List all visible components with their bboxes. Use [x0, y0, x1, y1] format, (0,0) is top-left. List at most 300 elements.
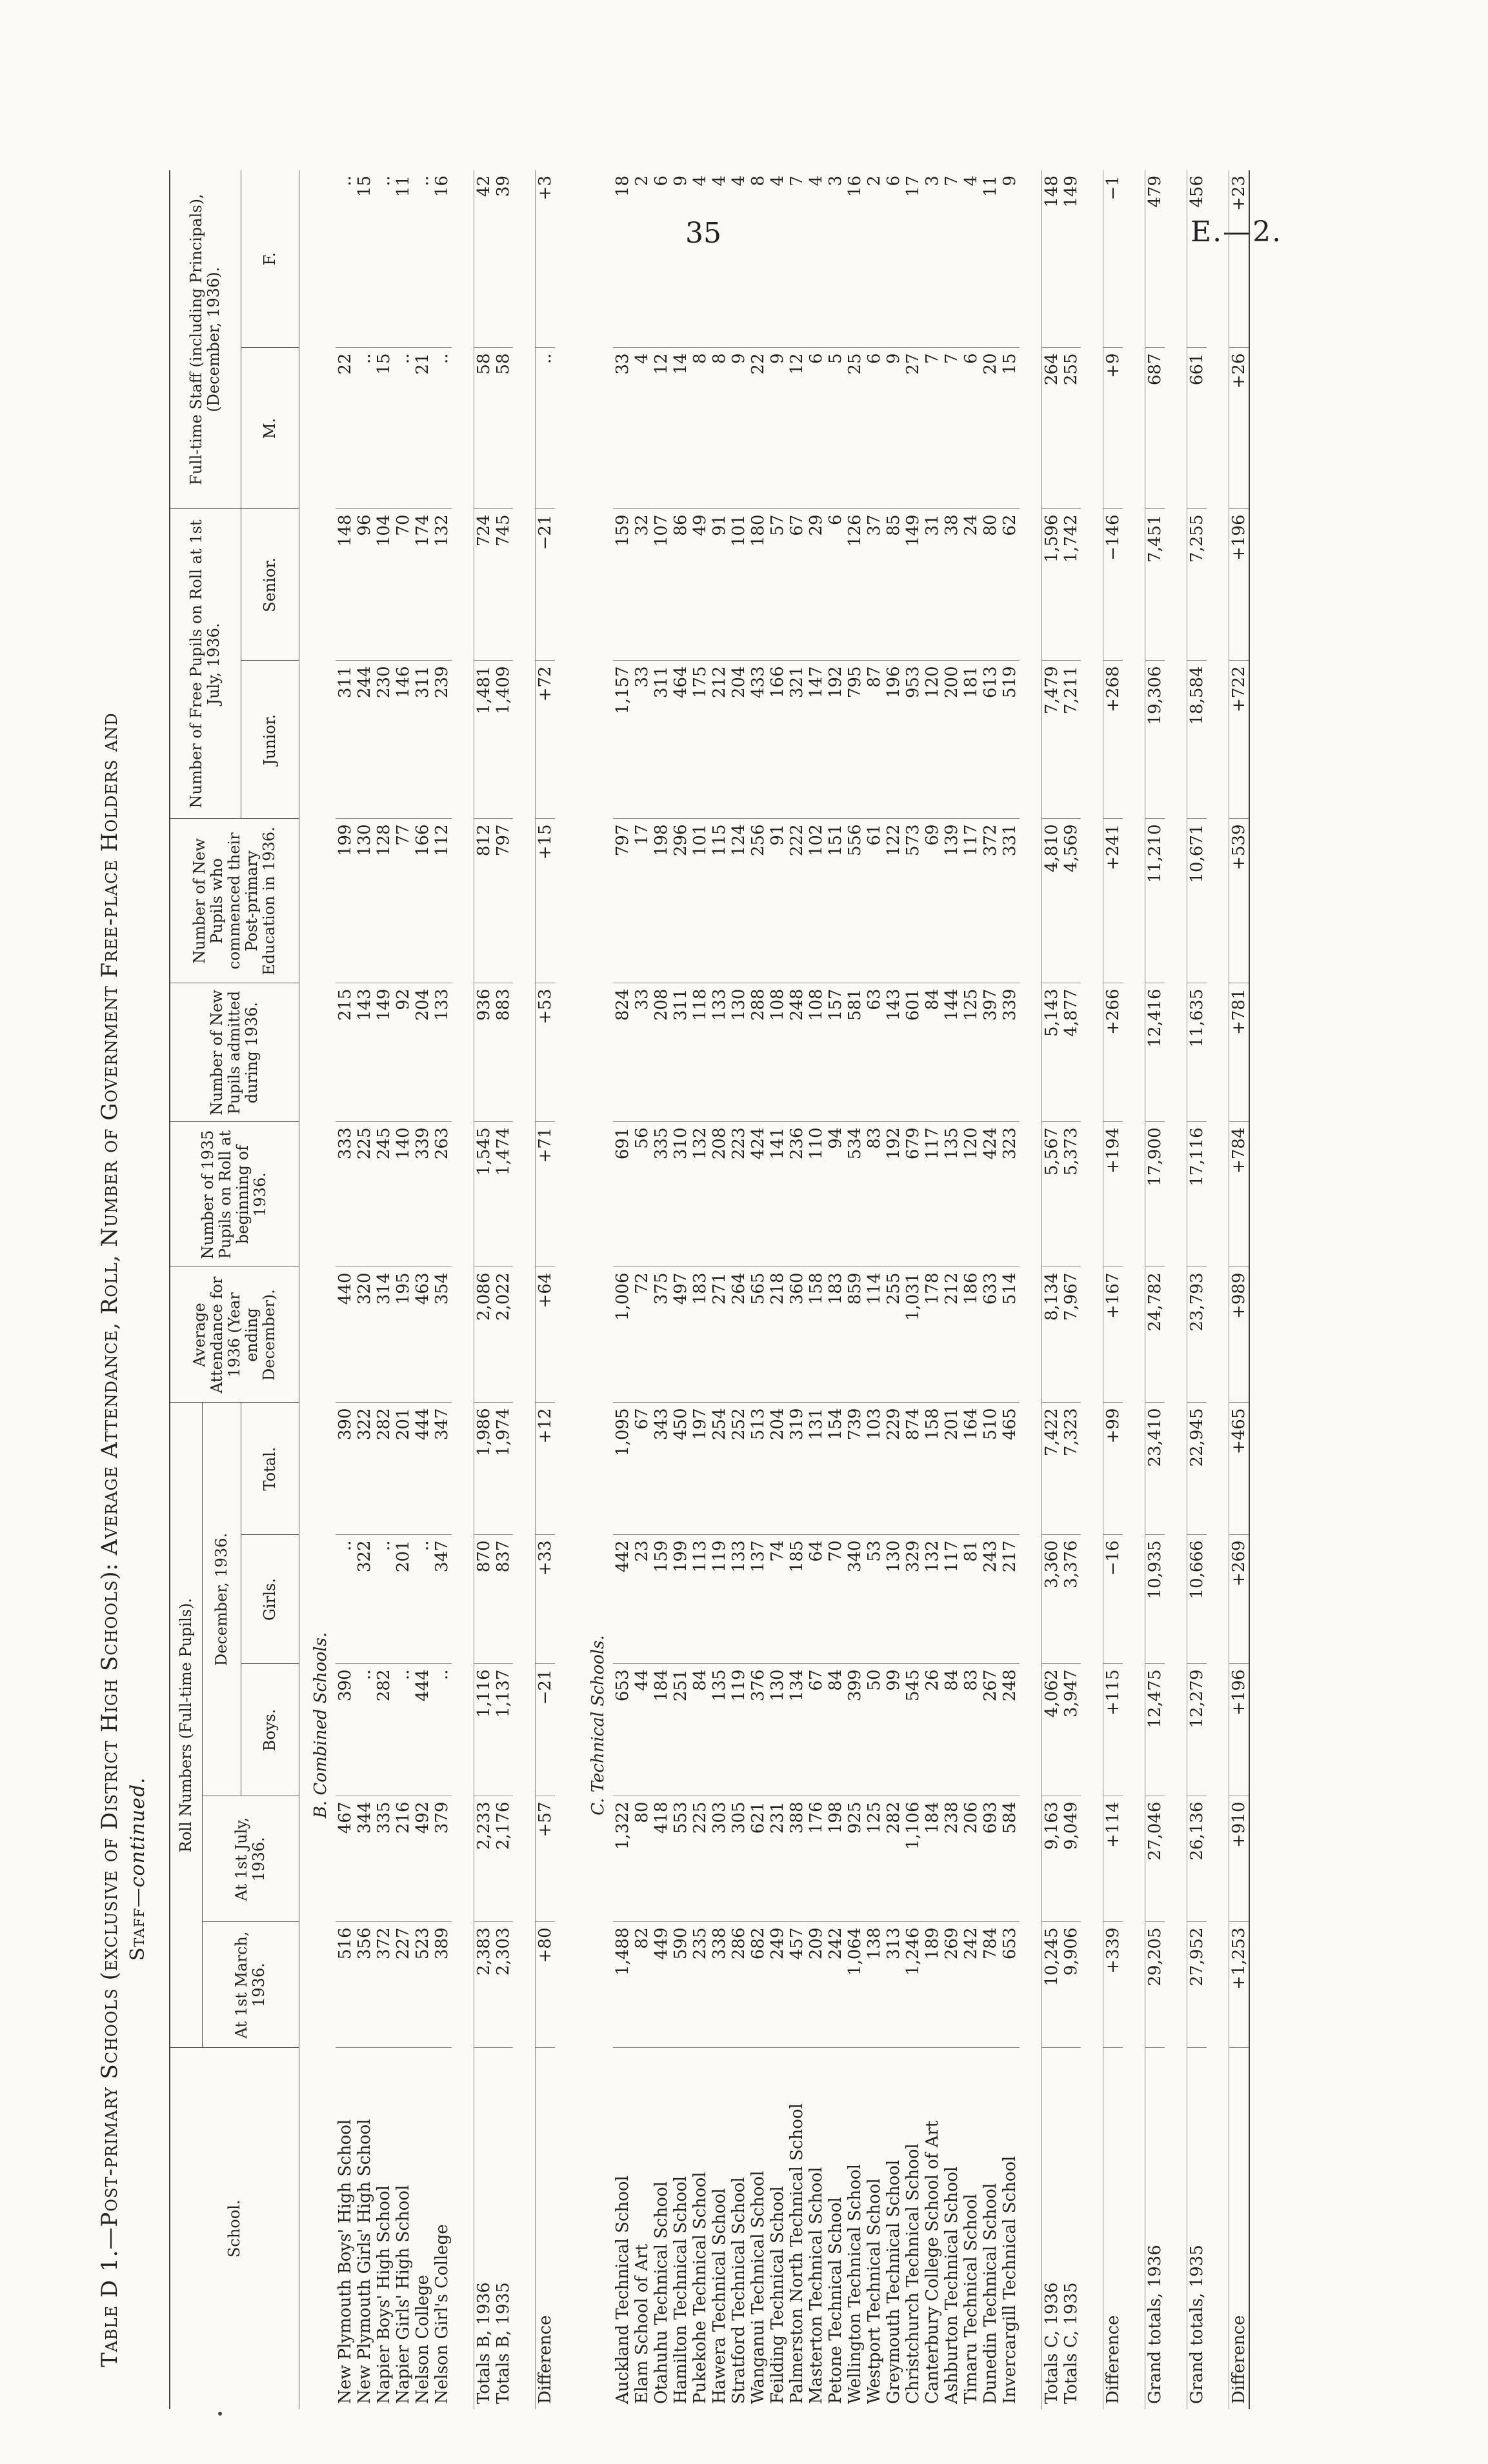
- header-1935-pupils: Number of 1935 Pupils on Roll at beginning of 1936.: [170, 1122, 299, 1267]
- header-average-attendance: Average Attendance for 1936 (Year ending December).: [170, 1267, 299, 1403]
- table-cell: +539: [1229, 819, 1249, 983]
- table-cell: 184: [923, 1796, 942, 1922]
- table-cell: 148: [336, 509, 355, 661]
- table-cell: 20: [981, 348, 1000, 509]
- table-cell: 7,451: [1145, 509, 1165, 661]
- table-cell: 339: [1000, 983, 1020, 1122]
- table-cell: +26: [1229, 348, 1249, 509]
- table-row: [923, 170, 942, 2409]
- table-cell: 8,134: [1041, 1267, 1061, 1403]
- table-cell: 4: [768, 170, 787, 348]
- table-cell: 360: [787, 1267, 807, 1403]
- table-cell: 1,481: [474, 661, 494, 819]
- table-cell: 84: [690, 1664, 710, 1796]
- table-cell: 601: [903, 983, 923, 1122]
- table-cell: 9,049: [1061, 1796, 1081, 1922]
- table-cell: 159: [652, 1535, 671, 1664]
- table-cell: 303: [710, 1796, 729, 1922]
- table-cell: 12,279: [1187, 1664, 1207, 1796]
- table-cell: 119: [710, 1535, 729, 1664]
- table-cell: 256: [749, 819, 768, 983]
- table-cell: 208: [710, 1122, 729, 1267]
- totals-row: [1041, 170, 1061, 2409]
- table-cell: +722: [1229, 661, 1249, 819]
- table-cell: 117: [961, 819, 981, 983]
- table-cell: 12,475: [1145, 1664, 1165, 1796]
- table-cell: 198: [826, 1796, 845, 1922]
- table-cell: 44: [632, 1664, 652, 1796]
- table-cell: 11,635: [1187, 983, 1207, 1122]
- table-cell: 7,479: [1041, 661, 1061, 819]
- table-title-main: —Post-primary Schools (exclusive of District High Schools): Average Attendance, Roll, Number of Government Free-place Holders and: [97, 712, 123, 2250]
- table-cell: 58: [494, 348, 513, 509]
- table-title-line2: [126, 1777, 149, 1961]
- school-name: Petone Technical School: [825, 2197, 845, 2404]
- table-cell: 251: [671, 1664, 690, 1796]
- table-cell: 3: [826, 170, 845, 348]
- grand-total-row: [1187, 170, 1207, 2409]
- table-row: [981, 170, 1000, 2409]
- table-cell: 15: [1000, 348, 1020, 509]
- table-row: [826, 170, 845, 2409]
- header-roll-numbers: Roll Numbers (Full-time Pupils).: [170, 1403, 202, 2048]
- table-cell: 215: [336, 983, 355, 1122]
- table-cell: 149: [374, 983, 394, 1122]
- table-cell: 222: [787, 819, 807, 983]
- table-cell: 126: [845, 509, 865, 661]
- table-row: [710, 170, 729, 2409]
- section-heading-row: [577, 170, 613, 2409]
- table-cell: 26,136: [1187, 1796, 1207, 1922]
- table-cell: 323: [1000, 1122, 1020, 1267]
- table-cell: +784: [1229, 1122, 1249, 1267]
- header-staff: Full-time Staff (including Principals), (December, 1936).: [170, 170, 241, 509]
- table-cell: 936: [474, 983, 494, 1122]
- school-name: Masterton Technical School: [806, 2167, 826, 2404]
- table-cell: 67: [807, 1664, 826, 1796]
- table-cell: +989: [1229, 1267, 1249, 1403]
- table-cell: 218: [768, 1267, 787, 1403]
- table-cell: 10,935: [1145, 1535, 1165, 1664]
- table-cell: 556: [845, 819, 865, 983]
- table-cell: 679: [903, 1122, 923, 1267]
- table-cell: 33: [632, 661, 652, 819]
- table-cell: 108: [807, 983, 826, 1122]
- table-cell: 464: [671, 661, 690, 819]
- table-cell: 248: [787, 983, 807, 1122]
- table-cell: 7,323: [1061, 1403, 1081, 1535]
- table-cell: 11: [981, 170, 1000, 348]
- table-cell: 70: [394, 509, 413, 661]
- table-cell: 442: [613, 1535, 632, 1664]
- table-cell: 24: [961, 509, 981, 661]
- table-cell: 282: [374, 1664, 394, 1796]
- table-cell: 6: [884, 170, 903, 348]
- header-at-march: At 1st March, 1936.: [202, 1922, 299, 2048]
- table-cell: 2: [865, 170, 884, 348]
- table-cell: 77: [394, 819, 413, 983]
- table-cell: 94: [826, 1122, 845, 1267]
- table-cell: 5,373: [1061, 1122, 1081, 1267]
- table-cell: 107: [652, 509, 671, 661]
- table-cell: 465: [1000, 1403, 1020, 1535]
- table-cell: 120: [961, 1122, 981, 1267]
- table-cell: +33: [535, 1535, 555, 1664]
- table-cell: 463: [413, 1267, 432, 1403]
- table-cell: 6: [652, 170, 671, 348]
- table-cell: 185: [787, 1535, 807, 1664]
- table-cell: ..: [336, 1535, 355, 1664]
- table-cell: 200: [942, 661, 961, 819]
- school-name: Pukekohe Technical School: [690, 2172, 710, 2404]
- table-cell: ..: [394, 348, 413, 509]
- table-cell: 17: [903, 170, 923, 348]
- table-cell: 519: [1000, 661, 1020, 819]
- table-cell: 3: [923, 170, 942, 348]
- table-cell: −16: [1103, 1535, 1123, 1664]
- table-cell: 22: [749, 348, 768, 509]
- table-cell: +268: [1103, 661, 1123, 819]
- table-cell: 322: [355, 1403, 374, 1535]
- table-cell: 1,488: [613, 1922, 632, 2048]
- table-cell: 159: [613, 509, 632, 661]
- totals-row: [474, 170, 494, 2409]
- table-cell: 223: [729, 1122, 749, 1267]
- table-row: [884, 170, 903, 2409]
- school-name: Greymouth Technical School: [883, 2159, 903, 2404]
- table-cell: 10,671: [1187, 819, 1207, 983]
- table-cell: 96: [355, 509, 374, 661]
- table-cell: 343: [652, 1403, 671, 1535]
- table-cell: 5: [826, 348, 845, 509]
- table-cell: 263: [432, 1122, 452, 1267]
- table-cell: 22,945: [1187, 1403, 1207, 1535]
- table-cell: 633: [981, 1267, 1000, 1403]
- table-cell: 84: [923, 983, 942, 1122]
- table-cell: 239: [432, 661, 452, 819]
- table-cell: 18,584: [1187, 661, 1207, 819]
- table-cell: 795: [845, 661, 865, 819]
- table-cell: 196: [884, 661, 903, 819]
- table-cell: 236: [787, 1122, 807, 1267]
- table-cell: 122: [884, 819, 903, 983]
- table-cell: 5,143: [1041, 983, 1061, 1122]
- table-cell: ..: [374, 1535, 394, 1664]
- table-cell: +72: [535, 661, 555, 819]
- table-cell: 37: [865, 509, 884, 661]
- rotated-table-page: [0, 103, 1488, 2464]
- table-cell: 23: [632, 1535, 652, 1664]
- table-row: [787, 170, 807, 2409]
- table-cell: +339: [1103, 1922, 1123, 2048]
- table-title-prefix: Table D 1.: [97, 2249, 123, 2367]
- table-cell: 192: [884, 1122, 903, 1267]
- table-cell: 12: [652, 348, 671, 509]
- table-cell: 534: [845, 1122, 865, 1267]
- table-cell: 130: [355, 819, 374, 983]
- table-cell: 199: [671, 1535, 690, 1664]
- table-cell: 166: [768, 661, 787, 819]
- table-row: [807, 170, 826, 2409]
- table-cell: 138: [865, 1922, 884, 2048]
- grand-difference-row: [1229, 170, 1249, 2409]
- table-cell: 58: [474, 348, 494, 509]
- table-cell: 181: [961, 661, 981, 819]
- table-cell: 252: [729, 1403, 749, 1535]
- table-cell: 146: [394, 661, 413, 819]
- table-cell: ..: [355, 348, 374, 509]
- table-cell: 693: [981, 1796, 1000, 1922]
- table-cell: 6: [961, 348, 981, 509]
- header-at-july: At 1st July, 1936.: [202, 1796, 299, 1922]
- table-cell: +269: [1229, 1535, 1249, 1664]
- table-cell: 590: [671, 1922, 690, 2048]
- table-cell: −21: [535, 1664, 555, 1796]
- table-cell: 1,116: [474, 1664, 494, 1796]
- table-cell: +12: [535, 1403, 555, 1535]
- table-cell: 206: [961, 1796, 981, 1922]
- table-cell: ..: [413, 170, 432, 348]
- table-cell: 313: [884, 1922, 903, 2048]
- table-row: [690, 170, 710, 2409]
- table-cell: 513: [749, 1403, 768, 1535]
- table-cell: 613: [981, 661, 1000, 819]
- table-cell: 255: [884, 1267, 903, 1403]
- table-cell: 2,303: [494, 1922, 513, 2048]
- table-cell: 204: [413, 983, 432, 1122]
- table-cell: 17: [632, 819, 652, 983]
- table-cell: 147: [807, 661, 826, 819]
- table-cell: 29: [807, 509, 826, 661]
- table-cell: 9: [768, 348, 787, 509]
- table-cell: 125: [865, 1796, 884, 1922]
- table-cell: 7,211: [1061, 661, 1081, 819]
- header-girls: Girls.: [241, 1535, 299, 1664]
- table-cell: 10,666: [1187, 1535, 1207, 1664]
- school-name: Grand totals, 1936: [1145, 2048, 1165, 2409]
- table-cell: 91: [768, 819, 787, 983]
- table-cell: 104: [374, 509, 394, 661]
- table-cell: 314: [374, 1267, 394, 1403]
- table-row: [903, 170, 923, 2409]
- school-name: Nelson College: [412, 2274, 432, 2404]
- table-cell: 32: [632, 509, 652, 661]
- table-cell: 27,046: [1145, 1796, 1165, 1922]
- table-cell: 286: [729, 1922, 749, 2048]
- table-cell: 376: [749, 1664, 768, 1796]
- table-cell: 225: [690, 1796, 710, 1922]
- school-name: Otahuhu Technical School: [651, 2181, 671, 2404]
- table-cell: 7,422: [1041, 1403, 1061, 1535]
- table-cell: 883: [494, 983, 513, 1122]
- table-cell: +167: [1103, 1267, 1123, 1403]
- table-cell: 124: [729, 819, 749, 983]
- table-cell: 255: [1061, 348, 1081, 509]
- header-junior: Junior.: [241, 661, 299, 819]
- table-cell: 25: [845, 348, 865, 509]
- table-cell: 450: [671, 1403, 690, 1535]
- table-cell: 1,742: [1061, 509, 1081, 661]
- table-cell: 144: [942, 983, 961, 1122]
- table-body: [299, 170, 1249, 2409]
- table-cell: 17,116: [1187, 1122, 1207, 1267]
- table-cell: +196: [1229, 1664, 1249, 1796]
- table-cell: 388: [787, 1796, 807, 1922]
- table-cell: 269: [942, 1922, 961, 2048]
- table-cell: 8: [710, 348, 729, 509]
- table-cell: 230: [374, 661, 394, 819]
- table-row: [432, 170, 452, 2409]
- table-cell: 271: [710, 1267, 729, 1403]
- table-cell: 67: [787, 509, 807, 661]
- table-cell: 130: [884, 1535, 903, 1664]
- table-cell: 389: [432, 1922, 452, 2048]
- school-name: Difference: [1103, 2048, 1123, 2409]
- table-title-continued: continued.: [126, 1777, 149, 1888]
- table-cell: 339: [413, 1122, 432, 1267]
- table-cell: 132: [690, 1122, 710, 1267]
- table-cell: 874: [903, 1403, 923, 1535]
- table-cell: 82: [632, 1922, 652, 2048]
- table-cell: 212: [942, 1267, 961, 1403]
- table-row: [961, 170, 981, 2409]
- table-cell: 514: [1000, 1267, 1020, 1403]
- table-cell: +9: [1103, 348, 1123, 509]
- table-cell: −146: [1103, 509, 1123, 661]
- table-cell: 497: [671, 1267, 690, 1403]
- table-cell: 118: [690, 983, 710, 1122]
- table-cell: 9,906: [1061, 1922, 1081, 2048]
- table-cell: 184: [652, 1664, 671, 1796]
- table-cell: 157: [826, 983, 845, 1122]
- table-cell: 523: [413, 1922, 432, 2048]
- table-cell: 113: [690, 1535, 710, 1664]
- table-cell: 133: [710, 983, 729, 1122]
- table-cell: 83: [961, 1664, 981, 1796]
- table-cell: 264: [729, 1267, 749, 1403]
- table-cell: 49: [690, 509, 710, 661]
- table-cell: 174: [413, 509, 432, 661]
- totals-row: [1061, 170, 1081, 2409]
- data-table: [169, 170, 1250, 2409]
- table-cell: 745: [494, 509, 513, 661]
- table-cell: 56: [632, 1122, 652, 1267]
- table-cell: 3,947: [1061, 1664, 1081, 1796]
- table-row: [374, 170, 394, 2409]
- table-cell: 198: [652, 819, 671, 983]
- table-cell: 238: [942, 1796, 961, 1922]
- table-cell: 164: [961, 1403, 981, 1535]
- table-cell: 19,306: [1145, 661, 1165, 819]
- table-cell: 154: [826, 1403, 845, 1535]
- table-cell: 195: [394, 1267, 413, 1403]
- difference-row: [1103, 170, 1123, 2409]
- table-cell: 242: [961, 1922, 981, 2048]
- table-cell: 38: [942, 509, 961, 661]
- table-cell: 1,545: [474, 1122, 494, 1267]
- table-cell: 344: [355, 1796, 374, 1922]
- table-cell: 444: [413, 1664, 432, 1796]
- table-cell: 311: [413, 661, 432, 819]
- table-cell: 231: [768, 1796, 787, 1922]
- school-name: Totals C, 1936: [1041, 2048, 1061, 2409]
- table-row: [355, 170, 374, 2409]
- table-cell: 2,383: [474, 1922, 494, 2048]
- school-name: Totals C, 1935: [1061, 2282, 1081, 2404]
- table-row: [729, 170, 749, 2409]
- table-cell: 148: [1041, 170, 1061, 348]
- table-cell: 1,137: [494, 1664, 513, 1796]
- table-cell: 57: [768, 509, 787, 661]
- table-cell: 229: [884, 1403, 903, 1535]
- table-cell: 7: [942, 348, 961, 509]
- table-cell: 1,106: [903, 1796, 923, 1922]
- table-cell: 925: [845, 1796, 865, 1922]
- table-cell: 2,086: [474, 1267, 494, 1403]
- table-cell: 653: [613, 1664, 632, 1796]
- table-cell: 199: [336, 819, 355, 983]
- table-cell: 132: [432, 509, 452, 661]
- table-cell: 581: [845, 983, 865, 1122]
- table-cell: 26: [923, 1664, 942, 1796]
- table-cell: 264: [1041, 348, 1061, 509]
- school-name: Westport Technical School: [864, 2178, 884, 2404]
- table-cell: 61: [865, 819, 884, 983]
- table-cell: 81: [961, 1535, 981, 1664]
- header-free-pupils: Number of Free Pupils on Roll at 1st July, 1936.: [170, 509, 241, 819]
- table-cell: 114: [865, 1267, 884, 1403]
- table-cell: 444: [413, 1403, 432, 1535]
- table-cell: 4,062: [1041, 1664, 1061, 1796]
- table-cell: 83: [865, 1122, 884, 1267]
- table-cell: 72: [632, 1267, 652, 1403]
- table-cell: 31: [923, 509, 942, 661]
- table-cell: 133: [729, 1535, 749, 1664]
- table-cell: +3: [535, 170, 555, 348]
- school-name: Napier Boys' High School: [374, 2185, 394, 2404]
- page-code: E.—2.: [1191, 215, 1283, 248]
- table-cell: 117: [923, 1122, 942, 1267]
- table-cell: 227: [394, 1922, 413, 2048]
- table-cell: 424: [749, 1122, 768, 1267]
- table-title-line2-text: Staff—: [126, 1887, 149, 1961]
- table-cell: 242: [826, 1922, 845, 2048]
- table-cell: ..: [535, 348, 555, 509]
- table-row: [652, 170, 671, 2409]
- table-cell: 166: [413, 819, 432, 983]
- table-cell: 859: [845, 1267, 865, 1403]
- table-cell: +196: [1229, 509, 1249, 661]
- table-cell: 4: [729, 170, 749, 348]
- table-cell: 149: [903, 509, 923, 661]
- table-cell: 661: [1187, 348, 1207, 509]
- school-name: Totals B, 1935: [493, 2282, 513, 2404]
- table-cell: 335: [374, 1796, 394, 1922]
- table-cell: 64: [807, 1535, 826, 1664]
- table-row: [865, 170, 884, 2409]
- table-cell: 347: [432, 1403, 452, 1535]
- table-cell: +64: [535, 1267, 555, 1403]
- table-cell: 101: [729, 509, 749, 661]
- school-name: Difference: [1229, 2048, 1249, 2409]
- table-cell: 1,246: [903, 1922, 923, 2048]
- table-cell: 1,596: [1041, 509, 1061, 661]
- table-cell: 99: [884, 1664, 903, 1796]
- table-cell: 216: [394, 1796, 413, 1922]
- table-cell: 120: [923, 661, 942, 819]
- table-cell: 87: [865, 661, 884, 819]
- table-cell: 186: [961, 1267, 981, 1403]
